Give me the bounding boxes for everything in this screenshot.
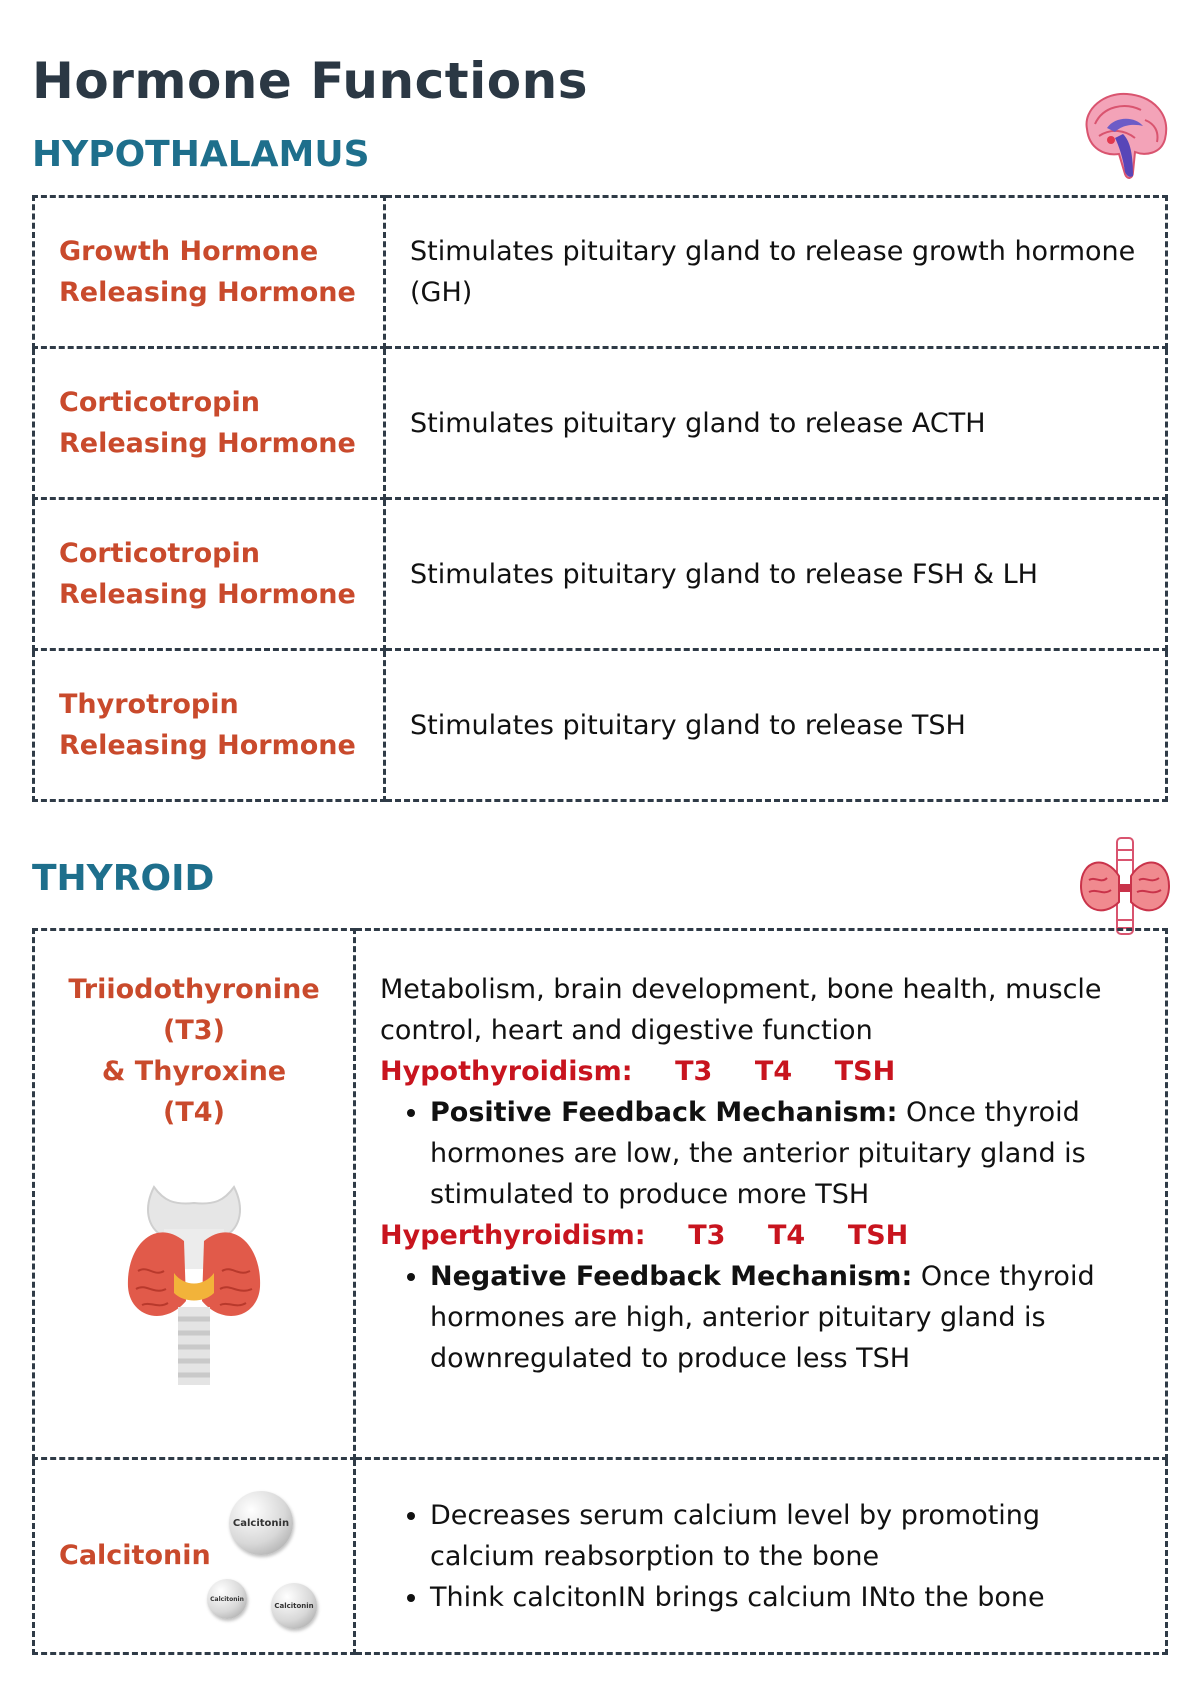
t3-level: T3 <box>688 1220 726 1251</box>
list-item <box>430 1256 1141 1379</box>
hypothalamus-table <box>32 195 1168 802</box>
hormone-description-cell <box>355 930 1167 1459</box>
calcitonin-bullets <box>380 1495 1141 1618</box>
hyperthyroidism-label: Hyperthyroidism: <box>380 1220 646 1251</box>
section-title-thyroid: THYROID <box>32 858 215 899</box>
hormone-name-cell <box>34 1459 355 1654</box>
hormone-name: Thyrotropin <box>59 689 239 720</box>
hormone-name: (T3) <box>163 1015 225 1046</box>
bullet-text: Once thyroid hormones are low, the anterior pituitary gland is stimulated to produce more TSH <box>430 1097 1086 1210</box>
hormone-description: Stimulates pituitary gland to release FSH & LH <box>410 558 1038 590</box>
table-row <box>34 1459 1167 1654</box>
t4-level: T4 <box>754 1056 793 1087</box>
hypothyroidism-bullets <box>380 1092 1141 1215</box>
tsh-level: TSH <box>834 1056 896 1087</box>
hyperthyroidism-bullets <box>380 1256 1141 1379</box>
hormone-description-cell <box>385 499 1167 650</box>
table-row <box>34 197 1167 348</box>
hormone-description-cell <box>385 650 1167 801</box>
hormone-description-cell <box>355 1459 1167 1654</box>
bullet-text: Once thyroid hormones are high, anterior pituitary gland is downregulated to produce less TSH <box>430 1261 1095 1374</box>
brain-icon <box>1075 84 1175 184</box>
calcitonin-molecule-icon: Calcitonin <box>207 1579 247 1619</box>
hormone-description-cell <box>385 348 1167 499</box>
t3-level: T3 <box>675 1056 713 1087</box>
list-item: • Think calcitonIN brings calcium INto the bone <box>430 1577 1141 1618</box>
table-row <box>34 348 1167 499</box>
hormone-description-cell <box>385 197 1167 348</box>
table-row <box>34 650 1167 801</box>
bullet-bold: Positive Feedback Mechanism: <box>430 1097 898 1128</box>
calcitonin-molecule-icon: Calcitonin <box>271 1583 317 1629</box>
bullet-bold: Negative Feedback Mechanism: <box>430 1261 913 1292</box>
hormone-name: Corticotropin <box>59 387 260 418</box>
thyroid-illustration <box>124 1177 264 1387</box>
hypothyroidism-line <box>380 1051 1141 1092</box>
hormone-name-cell <box>34 930 355 1459</box>
hormone-name: & Thyroxine <box>101 1056 287 1087</box>
list-item <box>430 1092 1141 1215</box>
table-row <box>34 499 1167 650</box>
table-row <box>34 930 1167 1459</box>
section-title-hypothalamus: HYPOTHALAMUS <box>32 134 370 175</box>
hormone-description: Stimulates pituitary gland to release TSH <box>410 709 966 741</box>
calcitonin-name-block <box>59 1491 329 1621</box>
hormone-summary: Metabolism, brain development, bone health, muscle control, heart and digestive function <box>380 974 1102 1046</box>
hormone-name: (T4) <box>163 1097 225 1128</box>
calcitonin-molecule-icon: Calcitonin <box>229 1491 293 1555</box>
t4-level: T4 <box>768 1220 806 1251</box>
list-item: • Decreases serum calcium level by promoting calcium reabsorption to the bone <box>430 1495 1141 1577</box>
hyperthyroidism-line <box>380 1215 1141 1256</box>
hormone-description: Stimulates pituitary gland to release ACTH <box>410 407 986 439</box>
hormone-name-cell <box>34 197 385 348</box>
hormone-description: Stimulates pituitary gland to release growth hormone (GH) <box>410 236 1136 308</box>
hormone-name-cell <box>34 499 385 650</box>
hormone-name: Releasing Hormone <box>59 428 356 459</box>
thyroid-icon <box>1075 836 1175 936</box>
thyroid-table <box>32 928 1168 1655</box>
hormone-name: Releasing Hormone <box>59 730 356 761</box>
page-title: Hormone Functions <box>32 52 588 110</box>
hormone-name: Corticotropin <box>59 538 260 569</box>
hormone-name-cell <box>34 348 385 499</box>
hormone-name: Triiodothyronine <box>68 974 320 1005</box>
hypothyroidism-label: Hypothyroidism: <box>380 1056 633 1087</box>
hormone-name: Growth Hormone <box>59 236 319 267</box>
hormone-name: Releasing Hormone <box>59 277 356 308</box>
hormone-name-cell <box>34 650 385 801</box>
hormone-name: Calcitonin <box>59 1540 211 1571</box>
tsh-level: TSH <box>847 1220 909 1251</box>
hormone-name: Releasing Hormone <box>59 579 356 610</box>
